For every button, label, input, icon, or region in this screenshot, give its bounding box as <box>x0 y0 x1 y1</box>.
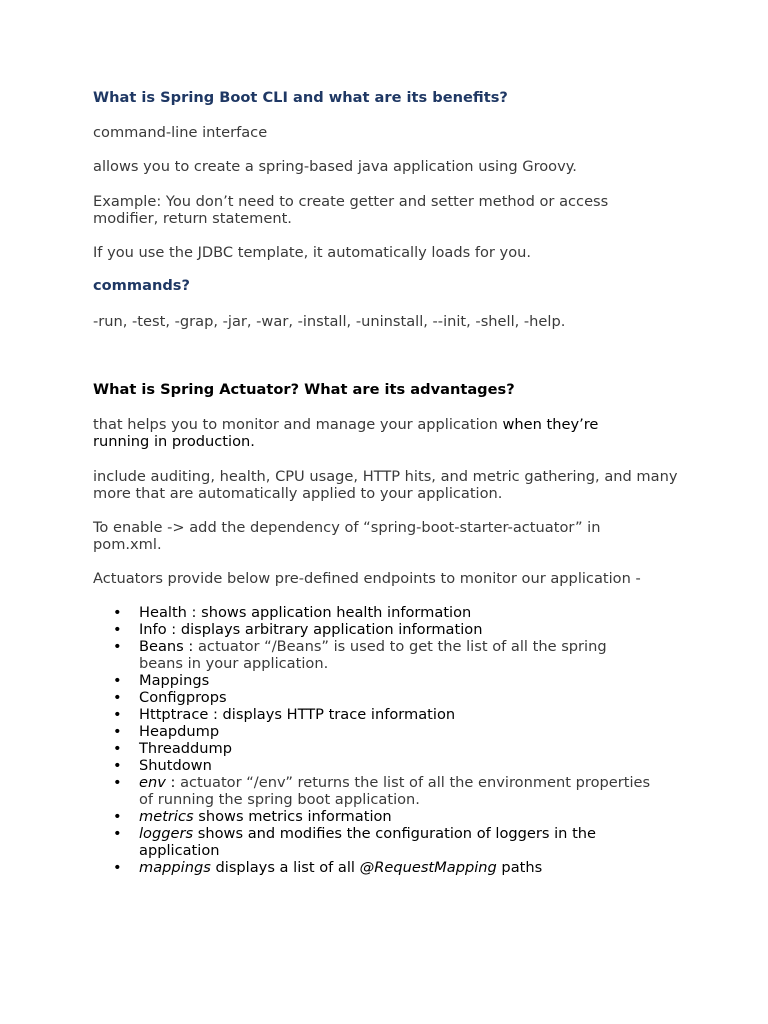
list-item-threaddump: • Threaddump <box>93 740 653 757</box>
list-item-configprops: • Configprops <box>93 689 653 706</box>
list-item-loggers <box>93 825 653 859</box>
metrics-description: shows metrics information <box>193 808 392 825</box>
cli-paragraph-2: allows you to create a spring-based java application using Groovy. <box>93 158 577 175</box>
cli-paragraph-1: command-line interface <box>93 124 268 141</box>
list-item-heapdump: • Heapdump <box>93 723 653 740</box>
loggers-description: shows and modifies the configuration of loggers in the application <box>139 825 597 859</box>
actuator-paragraph-1 <box>93 416 653 450</box>
env-label: env <box>139 774 166 791</box>
beans-label: Beans : <box>139 638 198 655</box>
list-item-mappings: • Mappings <box>93 672 653 689</box>
list-item-httptrace: • Httptrace : displays HTTP trace information <box>93 706 653 723</box>
list-item-mappings-paths <box>93 859 653 876</box>
beans-description: actuator “/Beans” is used to get the list of all the spring beans in your application. <box>139 638 607 672</box>
cli-heading: What is Spring Boot CLI and what are its benefits? <box>93 89 508 106</box>
request-mapping-annotation: @RequestMapping <box>359 859 497 876</box>
mappings-label: mappings <box>139 859 211 876</box>
cli-paragraph-4: If you use the JDBC template, it automatically loads for you. <box>93 244 532 261</box>
actuator-paragraph-4: Actuators provide below pre-defined endpoints to monitor our application - <box>93 570 641 587</box>
list-item-shutdown: • Shutdown <box>93 757 653 774</box>
env-description: actuator “/env” returns the list of all the environment properties of running the spring boot application. <box>139 774 651 808</box>
env-separator: : <box>165 774 181 791</box>
mappings-text-2: paths <box>496 859 543 876</box>
actuator-paragraph-1-part-b: when they’re running in production. <box>93 416 599 450</box>
cli-paragraph-3: Example: You don’t need to create getter and setter method or access modifier, return statement. <box>93 193 609 227</box>
commands-list: -run, -test, -grap, -jar, -war, -install, -uninstall, --init, -shell, -help. <box>93 313 566 330</box>
list-item-info: • Info : displays arbitrary application information <box>93 621 653 638</box>
list-item-health: • Health : shows application health information <box>93 604 653 621</box>
metrics-label: metrics <box>139 808 194 825</box>
commands-heading: commands? <box>93 277 190 294</box>
actuator-heading: What is Spring Actuator? What are its advantages? <box>93 381 515 398</box>
actuator-paragraph-3: To enable -> add the dependency of “spring-boot-starter-actuator” in pom.xml. <box>93 519 601 553</box>
mappings-text-1: displays a list of all <box>210 859 360 876</box>
actuator-paragraph-2: include auditing, health, CPU usage, HTTP hits, and metric gathering, and many more that are automatically applied to your application. <box>93 468 678 502</box>
actuator-paragraph-1-part-a: that helps you to monitor and manage your application <box>93 416 503 433</box>
list-item-metrics <box>93 808 653 825</box>
endpoint-list <box>93 604 653 876</box>
list-item-beans <box>93 638 653 672</box>
loggers-label: loggers <box>139 825 194 842</box>
list-item-env <box>93 774 653 808</box>
